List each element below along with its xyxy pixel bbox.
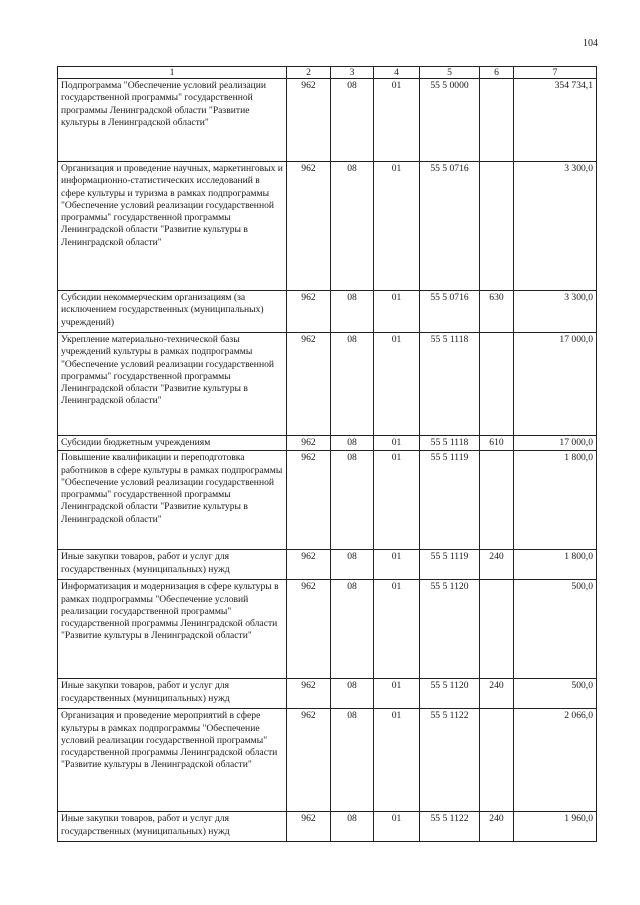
row-name: Подпрограмма "Обеспечение условий реализации государственной программы" государственной программы Ленинградской области "Развитие культуры в Ленинградской области" [58, 79, 287, 162]
cell-expense-type [480, 451, 514, 550]
cell-section: 08 [331, 550, 374, 580]
cell-expense-type: 240 [480, 812, 514, 842]
cell-subsection: 01 [374, 436, 420, 451]
cell-ministry: 962 [287, 550, 331, 580]
cell-section: 08 [331, 679, 374, 709]
cell-amount: 354 734,1 [514, 79, 597, 162]
cell-section: 08 [331, 333, 374, 436]
cell-ministry: 962 [287, 812, 331, 842]
cell-target-code: 55 5 1119 [420, 550, 480, 580]
cell-section: 08 [331, 580, 374, 679]
table-row [58, 550, 597, 580]
cell-subsection: 01 [374, 812, 420, 842]
cell-amount: 2 066,0 [514, 709, 597, 812]
column-header: 5 [420, 67, 480, 79]
row-name: Укрепление материально-технической базы учреждений культуры в рамках подпрограммы "Обеспечение условий реализации государственной программы" государственной программы Ленинградской области "Развитие культуры в Ленинградской области" [58, 333, 287, 436]
cell-amount: 1 800,0 [514, 550, 597, 580]
cell-expense-type: 610 [480, 436, 514, 451]
table-row [58, 79, 597, 162]
table-row [58, 436, 597, 451]
cell-ministry: 962 [287, 679, 331, 709]
cell-ministry: 962 [287, 709, 331, 812]
cell-target-code: 55 5 1122 [420, 709, 480, 812]
row-name: Иные закупки товаров, работ и услуг для государственных (муниципальных) нужд [58, 812, 287, 842]
table-header-row [58, 67, 597, 79]
column-header: 6 [480, 67, 514, 79]
row-name: Повышение квалификации и переподготовка работников в сфере культуры в рамках подпрограммы "Обеспечение условий реализации государственной программы" государственной программы Ленинградской области "Развитие культуры в Ленинградской области" [58, 451, 287, 550]
cell-ministry: 962 [287, 436, 331, 451]
cell-subsection: 01 [374, 291, 420, 333]
cell-section: 08 [331, 79, 374, 162]
table-row [58, 451, 597, 550]
cell-amount: 3 300,0 [514, 162, 597, 291]
cell-target-code: 55 5 1118 [420, 436, 480, 451]
column-header: 1 [58, 67, 287, 79]
cell-target-code: 55 5 1118 [420, 333, 480, 436]
row-name: Иные закупки товаров, работ и услуг для государственных (муниципальных) нужд [58, 550, 287, 580]
cell-expense-type [480, 79, 514, 162]
cell-subsection: 01 [374, 333, 420, 436]
cell-section: 08 [331, 709, 374, 812]
cell-target-code: 55 5 1120 [420, 580, 480, 679]
cell-target-code: 55 5 1122 [420, 812, 480, 842]
cell-target-code: 55 5 0000 [420, 79, 480, 162]
cell-subsection: 01 [374, 709, 420, 812]
cell-subsection: 01 [374, 162, 420, 291]
table-row [58, 679, 597, 709]
cell-section: 08 [331, 436, 374, 451]
cell-amount: 3 300,0 [514, 291, 597, 333]
cell-subsection: 01 [374, 679, 420, 709]
cell-subsection: 01 [374, 79, 420, 162]
cell-target-code: 55 5 1120 [420, 679, 480, 709]
cell-ministry: 962 [287, 333, 331, 436]
table-row [58, 162, 597, 291]
cell-target-code: 55 5 0716 [420, 291, 480, 333]
cell-amount: 500,0 [514, 580, 597, 679]
table-row [58, 580, 597, 679]
cell-expense-type [480, 709, 514, 812]
row-name: Иные закупки товаров, работ и услуг для государственных (муниципальных) нужд [58, 679, 287, 709]
cell-ministry: 962 [287, 291, 331, 333]
table-row [58, 291, 597, 333]
cell-expense-type: 240 [480, 550, 514, 580]
cell-expense-type [480, 162, 514, 291]
cell-subsection: 01 [374, 580, 420, 679]
column-header: 7 [514, 67, 597, 79]
cell-target-code: 55 5 0716 [420, 162, 480, 291]
cell-section: 08 [331, 451, 374, 550]
cell-expense-type [480, 333, 514, 436]
cell-ministry: 962 [287, 451, 331, 550]
cell-target-code: 55 5 1119 [420, 451, 480, 550]
cell-section: 08 [331, 812, 374, 842]
cell-amount: 17 000,0 [514, 436, 597, 451]
row-name: Организация и проведение мероприятий в сфере культуры в рамках подпрограммы "Обеспечение условий реализации государственной программы" государственной программы Ленинградской области "Развитие культуры в Ленинградской области" [58, 709, 287, 812]
column-header: 2 [287, 67, 331, 79]
cell-expense-type [480, 580, 514, 679]
table-row [58, 812, 597, 842]
row-name: Информатизация и модернизация в сфере культуры в рамках подпрограммы "Обеспечение условий реализации государственной программы" государственной программы Ленинградской области "Развитие культуры в Ленинградской области" [58, 580, 287, 679]
cell-subsection: 01 [374, 451, 420, 550]
cell-section: 08 [331, 291, 374, 333]
cell-expense-type: 240 [480, 679, 514, 709]
cell-subsection: 01 [374, 550, 420, 580]
row-name: Субсидии бюджетным учреждениям [58, 436, 287, 451]
row-name: Субсидии некоммерческим организациям (за исключением государственных (муниципальных) учреждений) [58, 291, 287, 333]
cell-amount: 1 960,0 [514, 812, 597, 842]
table-row [58, 709, 597, 812]
column-header: 3 [331, 67, 374, 79]
cell-ministry: 962 [287, 79, 331, 162]
page-number: 104 [583, 38, 598, 49]
cell-amount: 17 000,0 [514, 333, 597, 436]
table-row [58, 333, 597, 436]
cell-amount: 1 800,0 [514, 451, 597, 550]
cell-expense-type: 630 [480, 291, 514, 333]
cell-amount: 500,0 [514, 679, 597, 709]
row-name: Организация и проведение научных, маркетинговых и информационно-статистических исследований в сфере культуры и туризма в рамках подпрограммы "Обеспечение условий реализации государственной программы" государственной программы Ленинградской области "Развитие культуры в Ленинградской области" [58, 162, 287, 291]
budget-table [57, 66, 597, 842]
column-header: 4 [374, 67, 420, 79]
cell-section: 08 [331, 162, 374, 291]
cell-ministry: 962 [287, 580, 331, 679]
cell-ministry: 962 [287, 162, 331, 291]
